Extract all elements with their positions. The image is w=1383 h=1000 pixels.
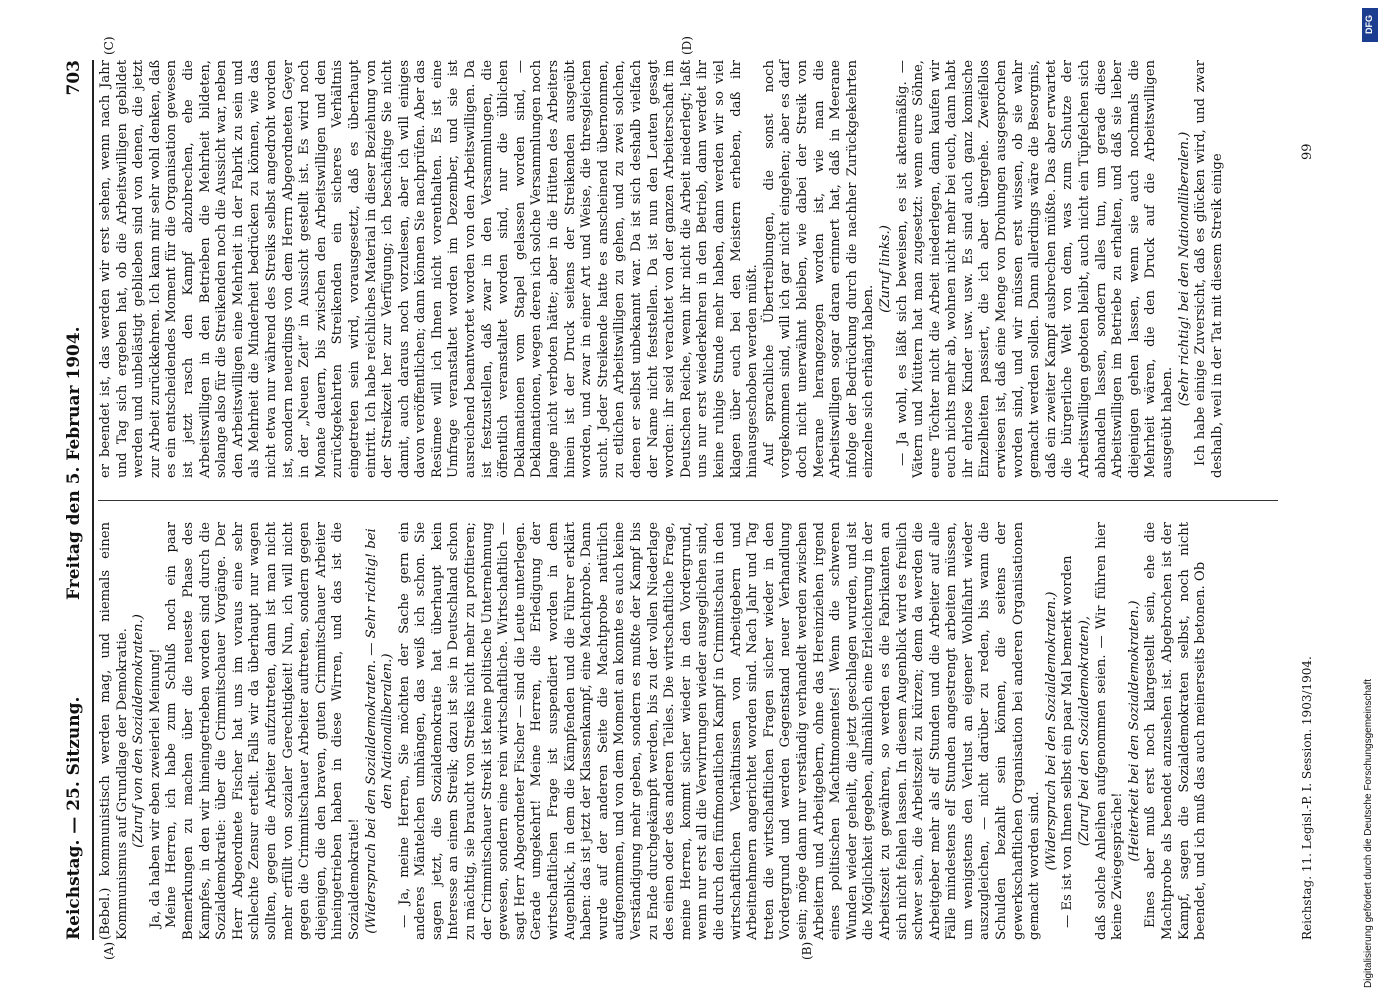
header-left: Reichstag. — 25. Sitzung. (64, 696, 84, 940)
interjection: (Zuruf links.) (877, 225, 893, 313)
interjection: (Widerspruch bei den Sozialdemokraten. — Sehr richtig! bei den Nationalliberalen.) (363, 528, 396, 934)
paragraph: (Bebel.) kommunistisch werden mag, und niemals einen Kommunismus auf Grundlage der Demokratie. (98, 522, 130, 940)
header-date: Freitag den 5. Februar 1904. (64, 326, 84, 600)
paragraph: — Ja wohl, es läßt sich beweisen, es ist aktenmäßig. — Vätern und Müttern hat man zugesetzt: wenn eure Söhne, eure Töchter nicht die Arbeit niederlegen, dann kaufen wir euch nichts mehr ab, wohnen nicht mehr bei euch, dann habt ihr ehrlose Kinder usw. usw. Es sind auch ganz komische Einzelheiten passiert, die ich aber übergehe. Zweifellos erwiesen ist, daß eine Menge von Drohungen ausgesprochen worden sind, und wir müssen erst wissen, ob sie wahr gemacht werden sollen. Dann allerdings wäre die Besorgnis, daß ein zweiter Kampf ausbrechen müßte. Das aber erwartet die bürgerliche Welt von dem, was zum Schutze der Arbeitswilligen geboten bleibt, auch nicht ein Tüpfelchen sich abhandeln lassen, sondern alles tun, um gerade diese Arbeitswilligen im Betriebe zu erhalten, und daß sie lieber diejenigen gehen lassen, wenn sie auch nochmals die Mehrheit wären, die den Druck auf die Arbeitswilligen ausgeübt haben. (894, 60, 1175, 478)
paragraph: — Es ist von Ihnen selbst ein paar Mal bemerkt worden (1060, 555, 1076, 928)
interjection: (Widerspruch bei den Sozialdemokraten.) (1043, 591, 1059, 871)
interjection: (Sehr richtig! bei den Nationalliberalen.) (1176, 131, 1192, 407)
header-page-number: 703 (64, 60, 84, 96)
column-divider (98, 500, 1278, 501)
left-text-column (98, 522, 1210, 940)
paragraph: Meine Herren, ich habe zum Schluß noch ein paar Bemerkungen zu machen über die neueste Phase des Kampfes, in den wir hineingetrieben worden sind durch die Sozialdemokratie: über die Crimmitschauer Vorgänge. Der Herr Abgeordnete Fischer hat uns im voraus eine sehr schlechte Zensur erteilt. Falls wir da überhaupt nur wagen sollten, gegen die Arbeiter aufzutreten, dann ist man nicht mehr erfüllt von sozialer Gerechtigkeit! Nun, ich will nicht gegen die Crimmitschauer Arbeiter auftreten, sondern gegen diejenigen, die den braven, guten Crimmitschauer Arbeiter hineingetrieben haben in diese Wirren, und das ist die Sozialdemokratie! (164, 522, 362, 940)
footer-session: Reichstag. 11. Legisl.-P. I. Session. 1903/1904. (1300, 656, 1314, 940)
interjection: (Zuruf von den Sozialdemokraten.) (131, 614, 147, 848)
footer-sheet-number: 99 (1300, 143, 1315, 160)
margin-label-d: (D) (680, 36, 694, 55)
interjection: (Heiterkeit bei den Sozialdemokraten.) (1126, 600, 1142, 862)
running-header (58, 60, 90, 940)
paragraph: er beendet ist, das werden wir erst sehen, wenn nach Jahr und Tag sich ergeben hat, ob die Arbeitswilligen gebildet werden und unbelästigt geblieben sind von denen, die jetzt zur Arbeit zurückkehren. Ich kann mir sehr wohl denken, daß es ein entscheidendes Moment für die Organisation gewesen ist jetzt rasch den Kampf abzubrechen, ehe die Arbeitswilligen in den Betrieben die Mehrheit bildeten, solange also für die Streikenden noch die Aussicht war, neben den Arbeitswilligen eine Mehrheit in der Fabrik zu sein und als Mehrheit die Minderheit bedrücken zu können, wie das nicht etwa nur während des Streiks selbst angedroht worden ist, sondern neuerdings von dem Herrn Abgeordneten Geyer in der „Neuen Zeit“ in Aussicht gestellt ist. Es wird noch Monate dauern, bis zwischen den Arbeitswilligen und den zurückgekehrten Streikenden ein sicheres Verhältnis eingetreten sein wird, vorausgesetzt, daß es überhaupt eintritt. Ich habe reichliches Material in dieser Beziehung von der Streikzeit her zur Verfügung; ich beschäftige Sie nicht damit, auch daraus noch vorzulesen, aber ich will einiges davon veröffentlichen; dann können Sie nachprüfen. Aber das Resümee will ich Ihnen nicht vorenthalten. Es ist eine Umfrage veranstaltet worden im Dezember, und sie ist ausreichend beantwortet worden von den Arbeitswilligen. Da ist festzustellen, daß zwar in den Versammlungen, die öffentlich veranstaltet worden sind, nur die üblichen Deklamationen vom Stapel gelassen worden sind, — Deklamationen, wegen deren ich solche Versammlungen noch lange nicht verboten hätte; aber in die Hütten des Arbeiters hinein ist der Druck seitens der Streikenden ausgeübt worden, und zwar in einer Art und Weise, die thresgleichen sucht. Jeder Streikende hatte es anscheinend übernommen, zu etlichen Arbeitswilligen zu gehen, und zu zwei solchen, denen er selbst unbekannt war. Da ist sich deshalb vielfach der Name nicht feststellen. Da ist nun den Leuten gesagt worden: ihr seid verachtet von der ganzen Arbeiterschaft im Deutschen Reiche, wenn ihr nicht die Arbeit niederlegt; laßt uns nur erst wiederkehren in den Betrieb, dann werdet ihr keine ruhige Stunde mehr haben, dann werden wir so viel klagen über euch bei den Meistern erheben, daß ihr hinausgeschoben werden müßt. (98, 60, 761, 478)
paragraph: Ich habe einige Zuversicht, daß es glücken wird, und zwar deshalb, weil in der Tat mit diesem Streik einige (1193, 60, 1225, 478)
credit-text: Digitalisierung gefördert durch die Deutsche Forschungsgemeinschaft (1363, 678, 1374, 988)
right-text-column (98, 60, 1226, 478)
dfg-logo: DFG (1362, 8, 1378, 42)
interjection: (Zuruf bei den Sozialdemokraten), (1077, 615, 1093, 847)
header-rule (92, 60, 94, 940)
margin-label-b: (B) (800, 941, 814, 960)
margin-label-a: (A) (102, 941, 116, 960)
paragraph: daß solche Anleihen aufgenommen seien. — Wir führen hier keine Zwiegespräche! (1093, 522, 1126, 940)
paragraph: Eines aber muß erst noch klargestellt sein, ehe die Machtprobe als beendet anzusehen ist. Abgebrochen ist der Kampf, sagen die Sozialdemokraten selbst, noch nicht beendet, und ich muß das auch meinerseits betonen. Ob (1143, 522, 1209, 940)
paragraph: — Ja, meine Herren, Sie möchten der Sache gern ein anderes Mäntelchen umhängen, das weiß ich schon. Sie sagen jetzt, die Sozialdemokratie hat überhaupt kein Interesse an einem Streik; dazu ist sie in Deutschland schon zu mächtig, sie braucht von Streiks nicht mehr zu profitieren; der Crimmitschauer Streik ist keine politische Unternehmung gewesen, sondern eine rein wirtschaftliche. Wirtschaftlich — sagt Herr Abgeordneter Fischer — sind die Leute unterlegen. Gerade umgekehrt! Meine Herren, die Erledigung der wirtschaftlichen Frage ist suspendiert worden in dem Augenblick, in dem die Kämpfenden und die Führer erklärt haben: das ist jetzt der Klassenkampf, eine Machtprobe. Dann wurde auf der anderen Seite die Machtprobe natürlich aufgenommen, und von dem Moment an konnte es auch keine Verständigung mehr geben, sondern es mußte der Kampf bis zu Ende durchgekämpft werden, bis zu der vollen Niederlage des einen oder des anderen Teiles. Die wirtschaftliche Frage, meine Herren, kommt sicher wieder in den Vordergrund, wenn nur erst all die Verwirrungen wieder ausgeglichen sind, die durch den fünfmonatlichen Kampf in Crimmitschau in den wirtschaftlichen Verhältnissen von Arbeitgebern und Arbeitnehmern angerichtet worden sind. Nach Jahr und Tag treten die wirtschaftlichen Fragen sicher wieder in den Vordergrund und werden Gegenstand neuer Verhandlung sein; möge dann nur verständig verhandelt werden zwischen Arbeitern und Arbeitgebern, ohne das Hereinziehen irgend eines politischen Machtmomentes! Wenn die schweren Wunden wieder geheilt, die jetzt geschlagen wurden, und ist die Möglichkeit gegeben, allmählich eine Erleichterung in der Arbeitszeit zu gewähren, so werden es die Fabrikanten an sich nicht fehlen lassen. In diesem Augenblick wird es freilich schwer sein, die Arbeitszeit zu kürzen; denn da werden die Arbeitgeber mehr als elf Stunden und die Arbeiter auf alle Fälle mindestens elf Stunden angestrengt arbeiten müssen, um wenigstens den Verlust an eigener Wohlfahrt wieder auszugleichen, — nicht darüber zu reden, bis wann die Schulden bezahlt sein können, die seitens der gewerkschaftlichen Organisation bei anderen Organisationen gemacht worden sind. (396, 522, 1043, 940)
digitization-credit (1363, 48, 1377, 988)
paragraph: Auf sprachliche Übertreibungen, die sonst noch vorgekommen sind, will ich gar nicht eingehen; aber es darf doch nicht unerwähnt bleiben, wie dabei der Streik von Meerane herangezogen worden ist, wie man die Arbeitswilligen sogar daran erinnert hat, daß in Meerane infolge der Bedrückung durch die nachher Zurückgekehrten einzelne sich erhängt haben. (761, 60, 877, 478)
paragraph: Ja, da haben wir eben zweierlei Meinung! (147, 648, 163, 928)
margin-label-c: (C) (102, 36, 116, 55)
